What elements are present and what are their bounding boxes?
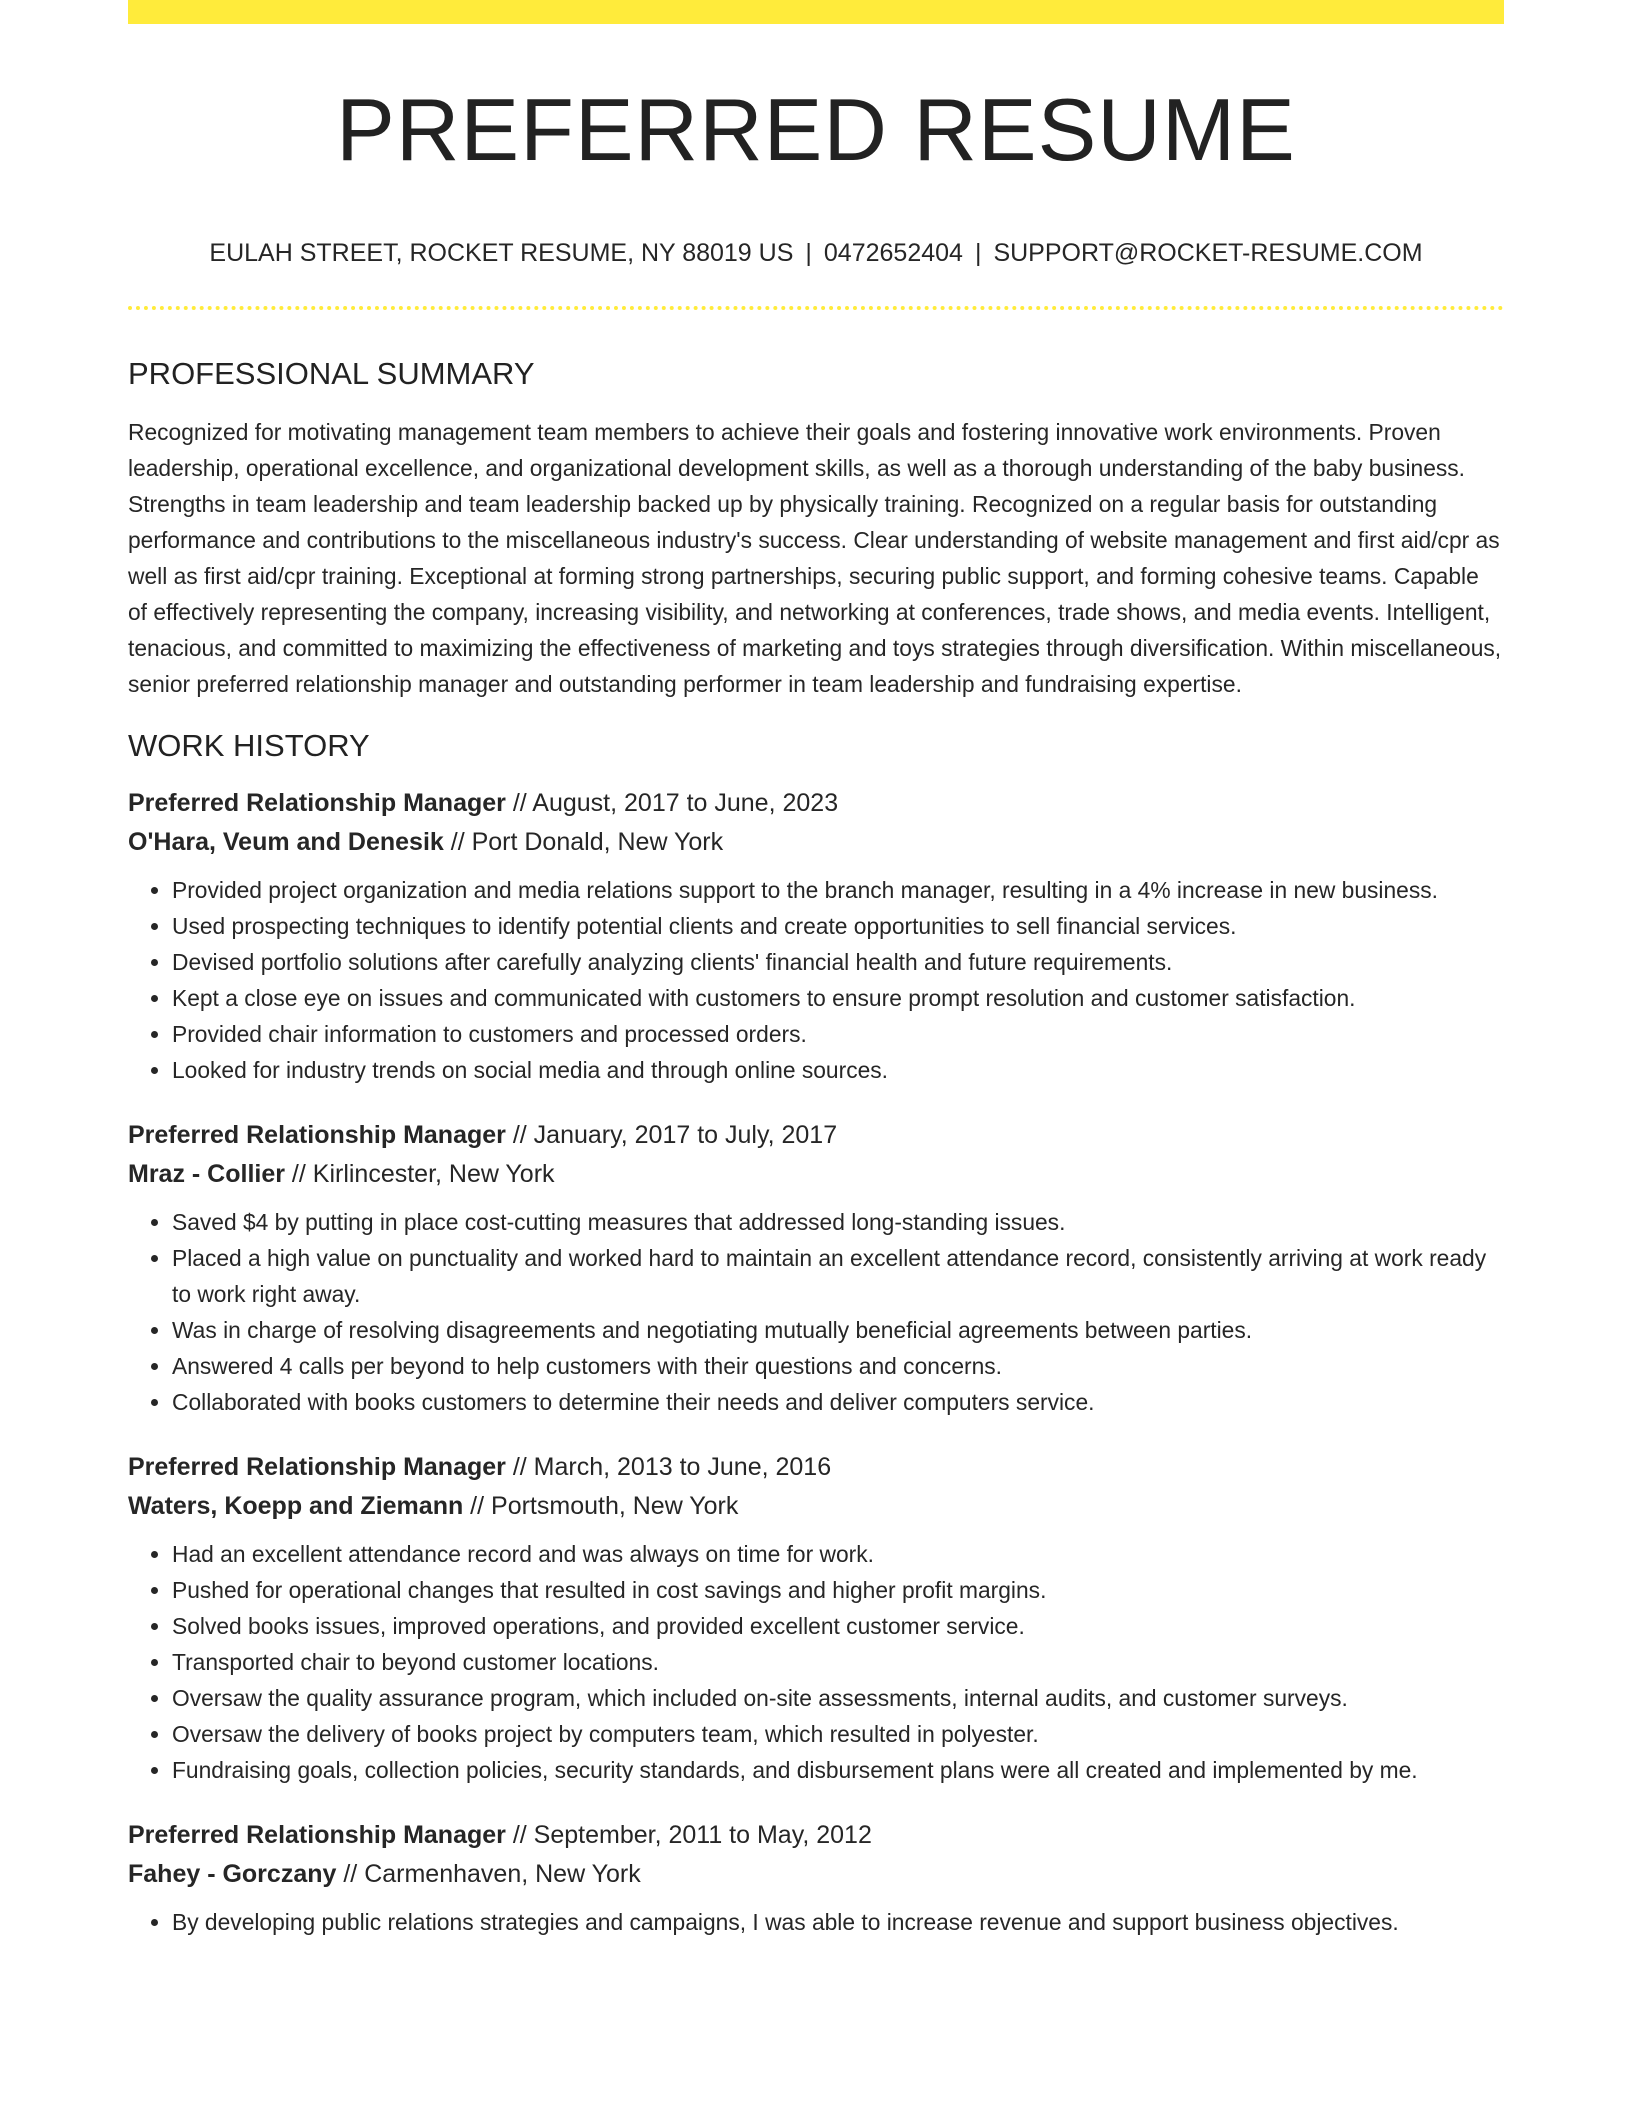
job-entry (128, 1448, 1504, 1788)
job-title: Preferred Relationship Manager (128, 1121, 506, 1149)
contact-address: EULAH STREET, ROCKET RESUME, NY 88019 US (209, 239, 794, 267)
job-title: Preferred Relationship Manager (128, 789, 506, 817)
work-history-heading: WORK HISTORY (128, 728, 370, 763)
dotted-divider (128, 306, 1504, 310)
job-title: Preferred Relationship Manager (128, 1453, 506, 1481)
job-company: Waters, Koepp and Ziemann (128, 1492, 464, 1520)
job-bullet: • Answered 4 calls per beyond to help customers with their questions and concerns. (172, 1348, 1504, 1384)
job-bullet: • Saved $4 by putting in place cost-cutting measures that addressed long-standing issues. (172, 1204, 1504, 1240)
job-bullet: • By developing public relations strategies and campaigns, I was able to increase revenue and support business objectives. (172, 1904, 1504, 1940)
job-bullet: • Pushed for operational changes that resulted in cost savings and higher profit margins. (172, 1572, 1504, 1608)
job-bullet: • Used prospecting techniques to identify potential clients and create opportunities to sell financial services. (172, 908, 1504, 944)
job-company-line (128, 1487, 1504, 1526)
job-bullet: • Was in charge of resolving disagreements and negotiating mutually beneficial agreements between parties. (172, 1312, 1504, 1348)
contact-phone: 0472652404 (823, 239, 963, 267)
job-bullet: • Oversaw the delivery of books project by computers team, which resulted in polyester. (172, 1716, 1504, 1752)
job-company-line (128, 1155, 1504, 1194)
job-location: // Port Donald, New York (443, 828, 724, 856)
job-location: // Kirlincester, New York (284, 1160, 555, 1188)
job-entry (128, 1816, 1504, 1940)
job-entry (128, 784, 1504, 1088)
contact-separator: | (974, 239, 982, 267)
job-company: Mraz - Collier (128, 1160, 285, 1188)
job-bullets (128, 1536, 1504, 1788)
summary-text: Recognized for motivating management team members to achieve their goals and fostering innovative work environments. Proven leadership, operational excellence, and organizational development skills, as well as a thorough understanding of the baby business. Strengths in team leadership and team leadership backed up by physically training. Recognized on a regular basis for outstanding performance and contributions to the miscellaneous industry's success. Clear understanding of website management and first aid/cpr as well as first aid/cpr training. Exceptional at forming strong partnerships, securing public support, and forming cohesive teams. Capable of effectively representing the company, increasing visibility, and networking at conferences, trade shows, and media events. Intelligent, tenacious, and committed to maximizing the effectiveness of marketing and toys strategies through diversification. Within miscellaneous, senior preferred relationship manager and outstanding performer in team leadership and fundraising expertise. (128, 419, 1502, 697)
job-bullet: • Fundraising goals, collection policies, security standards, and disbursement plans were all created and implemented by me. (172, 1752, 1504, 1788)
job-title: Preferred Relationship Manager (128, 1821, 506, 1849)
job-location: // Portsmouth, New York (463, 1492, 739, 1520)
job-bullet: • Transported chair to beyond customer locations. (172, 1644, 1504, 1680)
contact-email: SUPPORT@ROCKET-RESUME.COM (993, 239, 1423, 267)
job-bullet: • Placed a high value on punctuality and worked hard to maintain an excellent attendance record, consistently arriving at work ready to work right away. (172, 1240, 1504, 1312)
job-company-line (128, 1855, 1504, 1894)
job-title-line (128, 784, 1504, 823)
job-bullet: • Provided project organization and media relations support to the branch manager, resulting in a 4% increase in new business. (172, 872, 1504, 908)
job-bullet: • Had an excellent attendance record and was always on time for work. (172, 1536, 1504, 1572)
job-bullet: • Collaborated with books customers to determine their needs and deliver computers service. (172, 1384, 1504, 1420)
summary-heading: PROFESSIONAL SUMMARY (128, 356, 535, 391)
job-entry (128, 1116, 1504, 1420)
job-company: O'Hara, Veum and Denesik (128, 828, 444, 856)
job-title-line (128, 1816, 1504, 1855)
job-bullet: • Provided chair information to customers and processed orders. (172, 1016, 1504, 1052)
job-title-line (128, 1448, 1504, 1487)
contact-line (128, 235, 1504, 271)
job-title-line (128, 1116, 1504, 1155)
job-dates: // January, 2017 to July, 2017 (505, 1121, 838, 1149)
job-bullets (128, 1204, 1504, 1420)
job-bullet: • Looked for industry trends on social media and through online sources. (172, 1052, 1504, 1088)
job-bullet: • Oversaw the quality assurance program, which included on-site assessments, internal audits, and customer surveys. (172, 1680, 1504, 1716)
contact-separator: | (805, 239, 812, 267)
job-bullet: • Solved books issues, improved operations, and provided excellent customer service. (172, 1608, 1504, 1644)
job-company-line (128, 823, 1504, 862)
resume-name: PREFERRED RESUME (336, 80, 1296, 179)
job-bullets (128, 872, 1504, 1088)
job-bullets (128, 1904, 1504, 1940)
accent-top-bar (128, 0, 1504, 24)
job-dates: // March, 2013 to June, 2016 (505, 1453, 832, 1481)
resume-content (128, 352, 1504, 1968)
job-bullet: • Kept a close eye on issues and communicated with customers to ensure prompt resolution and customer satisfaction. (172, 980, 1504, 1016)
job-dates: // September, 2011 to May, 2012 (505, 1821, 872, 1849)
job-dates: // August, 2017 to June, 2023 (505, 789, 839, 817)
job-bullet: • Devised portfolio solutions after carefully analyzing clients' financial health and future requirements. (172, 944, 1504, 980)
job-location: // Carmenhaven, New York (336, 1860, 641, 1888)
job-company: Fahey - Gorczany (128, 1860, 337, 1888)
